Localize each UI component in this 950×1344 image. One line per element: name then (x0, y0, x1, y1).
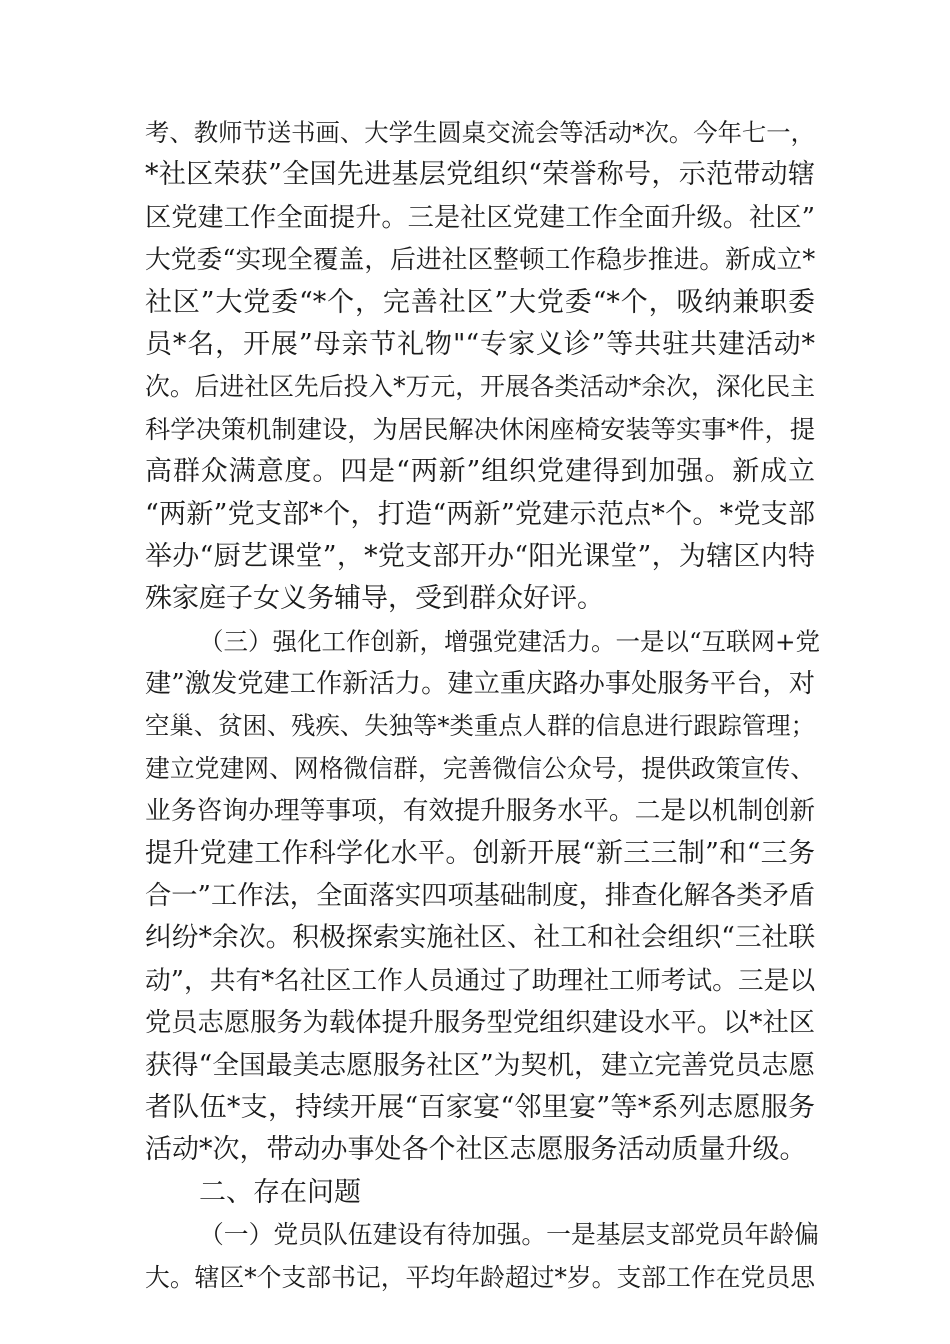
text-line: 大党委“实现全覆盖，后进社区整顿工作稳步推进。新成立* (145, 245, 816, 276)
body-text (145, 112, 821, 1299)
section-heading-line: （三）强化工作创新，增强党建活力。一是以“互联网+党 (199, 626, 821, 656)
text-line: 纠纷*余次。积极探索实施社区、社工和社会组织“三社联 (145, 922, 816, 954)
text-line: 获得“全国最美志愿服务社区”为契机，建立完善党员志愿 (145, 1049, 815, 1081)
text-line: 大。辖区*个支部书记，平均年龄超过*岁。支部工作在党员思 (145, 1262, 815, 1292)
section-heading-line: （一）党员队伍建设有待加强。一是基层支部党员年龄偏 (199, 1220, 819, 1250)
text-line: 次。后进社区先后投入*万元，开展各类活动*余次，深化民主 (145, 372, 815, 402)
text-line: 区党建工作全面提升。三是社区党建工作全面升级。社区” (145, 202, 815, 233)
text-line: 动”，共有*名社区工作人员通过了助理社工师考试。三是以 (145, 965, 816, 996)
text-line: 空巢、贫困、残疾、失独等*类重点人群的信息进行跟踪管理； (145, 711, 815, 741)
text-line: 高群众满意度。四是“两新”组织党建得到加强。新成立 (145, 456, 815, 488)
text-line: 者队伍*支，持续开展“百家宴“邻里宴”等*系列志愿服务 (145, 1091, 815, 1123)
text-line: 考、教师节送书画、大学生圆桌交流会等活动*次。今年七一， (145, 118, 815, 147)
text-line: 活动*次，带动办事处各个社区志愿服务活动质量升级。 (145, 1134, 807, 1166)
text-line: 建”激发党建工作新活力。建立重庆路办事处服务平台，对 (145, 669, 815, 700)
section-title: 二、存在问题 (199, 1176, 361, 1208)
text-line: 业务咨询办理等事项，有效提升服务水平。二是以机制创新 (145, 796, 815, 827)
text-line: 合一”工作法，全面落实四项基础制度，排查化解各类矛盾 (145, 881, 815, 912)
text-line: 党员志愿服务为载体提升服务型党组织建设水平。以*社区 (145, 1008, 815, 1039)
text-line: *社区荣获”全国先进基层党组织“荣誉称号，示范带动辖 (145, 159, 815, 191)
text-line: 建立党建网、网格微信群，完善微信公众号，提供政策宣传、 (145, 753, 815, 783)
text-line: 殊家庭子女义务辅导，受到群众好评。 (145, 583, 604, 615)
text-line: 举办“厨艺课堂”，*党支部开办“阳光课堂”，为辖区内特 (145, 540, 815, 572)
text-line: 科学决策机制建设，为居民解决休闲座椅安装等实事*件，提 (145, 414, 815, 444)
text-line: 社区”大党委“*个，完善社区”大党委“*个，吸纳兼职委 (145, 286, 815, 318)
text-line: 提升党建工作科学化水平。创新开展“新三三制”和“三务 (145, 837, 815, 869)
text-line: “两新”党支部*个，打造“两新”党建示范点*个。*党支部 (145, 498, 815, 530)
text-line: 员*名，开展”母亲节礼物"“专家义诊”等共驻共建活动* (145, 328, 815, 360)
